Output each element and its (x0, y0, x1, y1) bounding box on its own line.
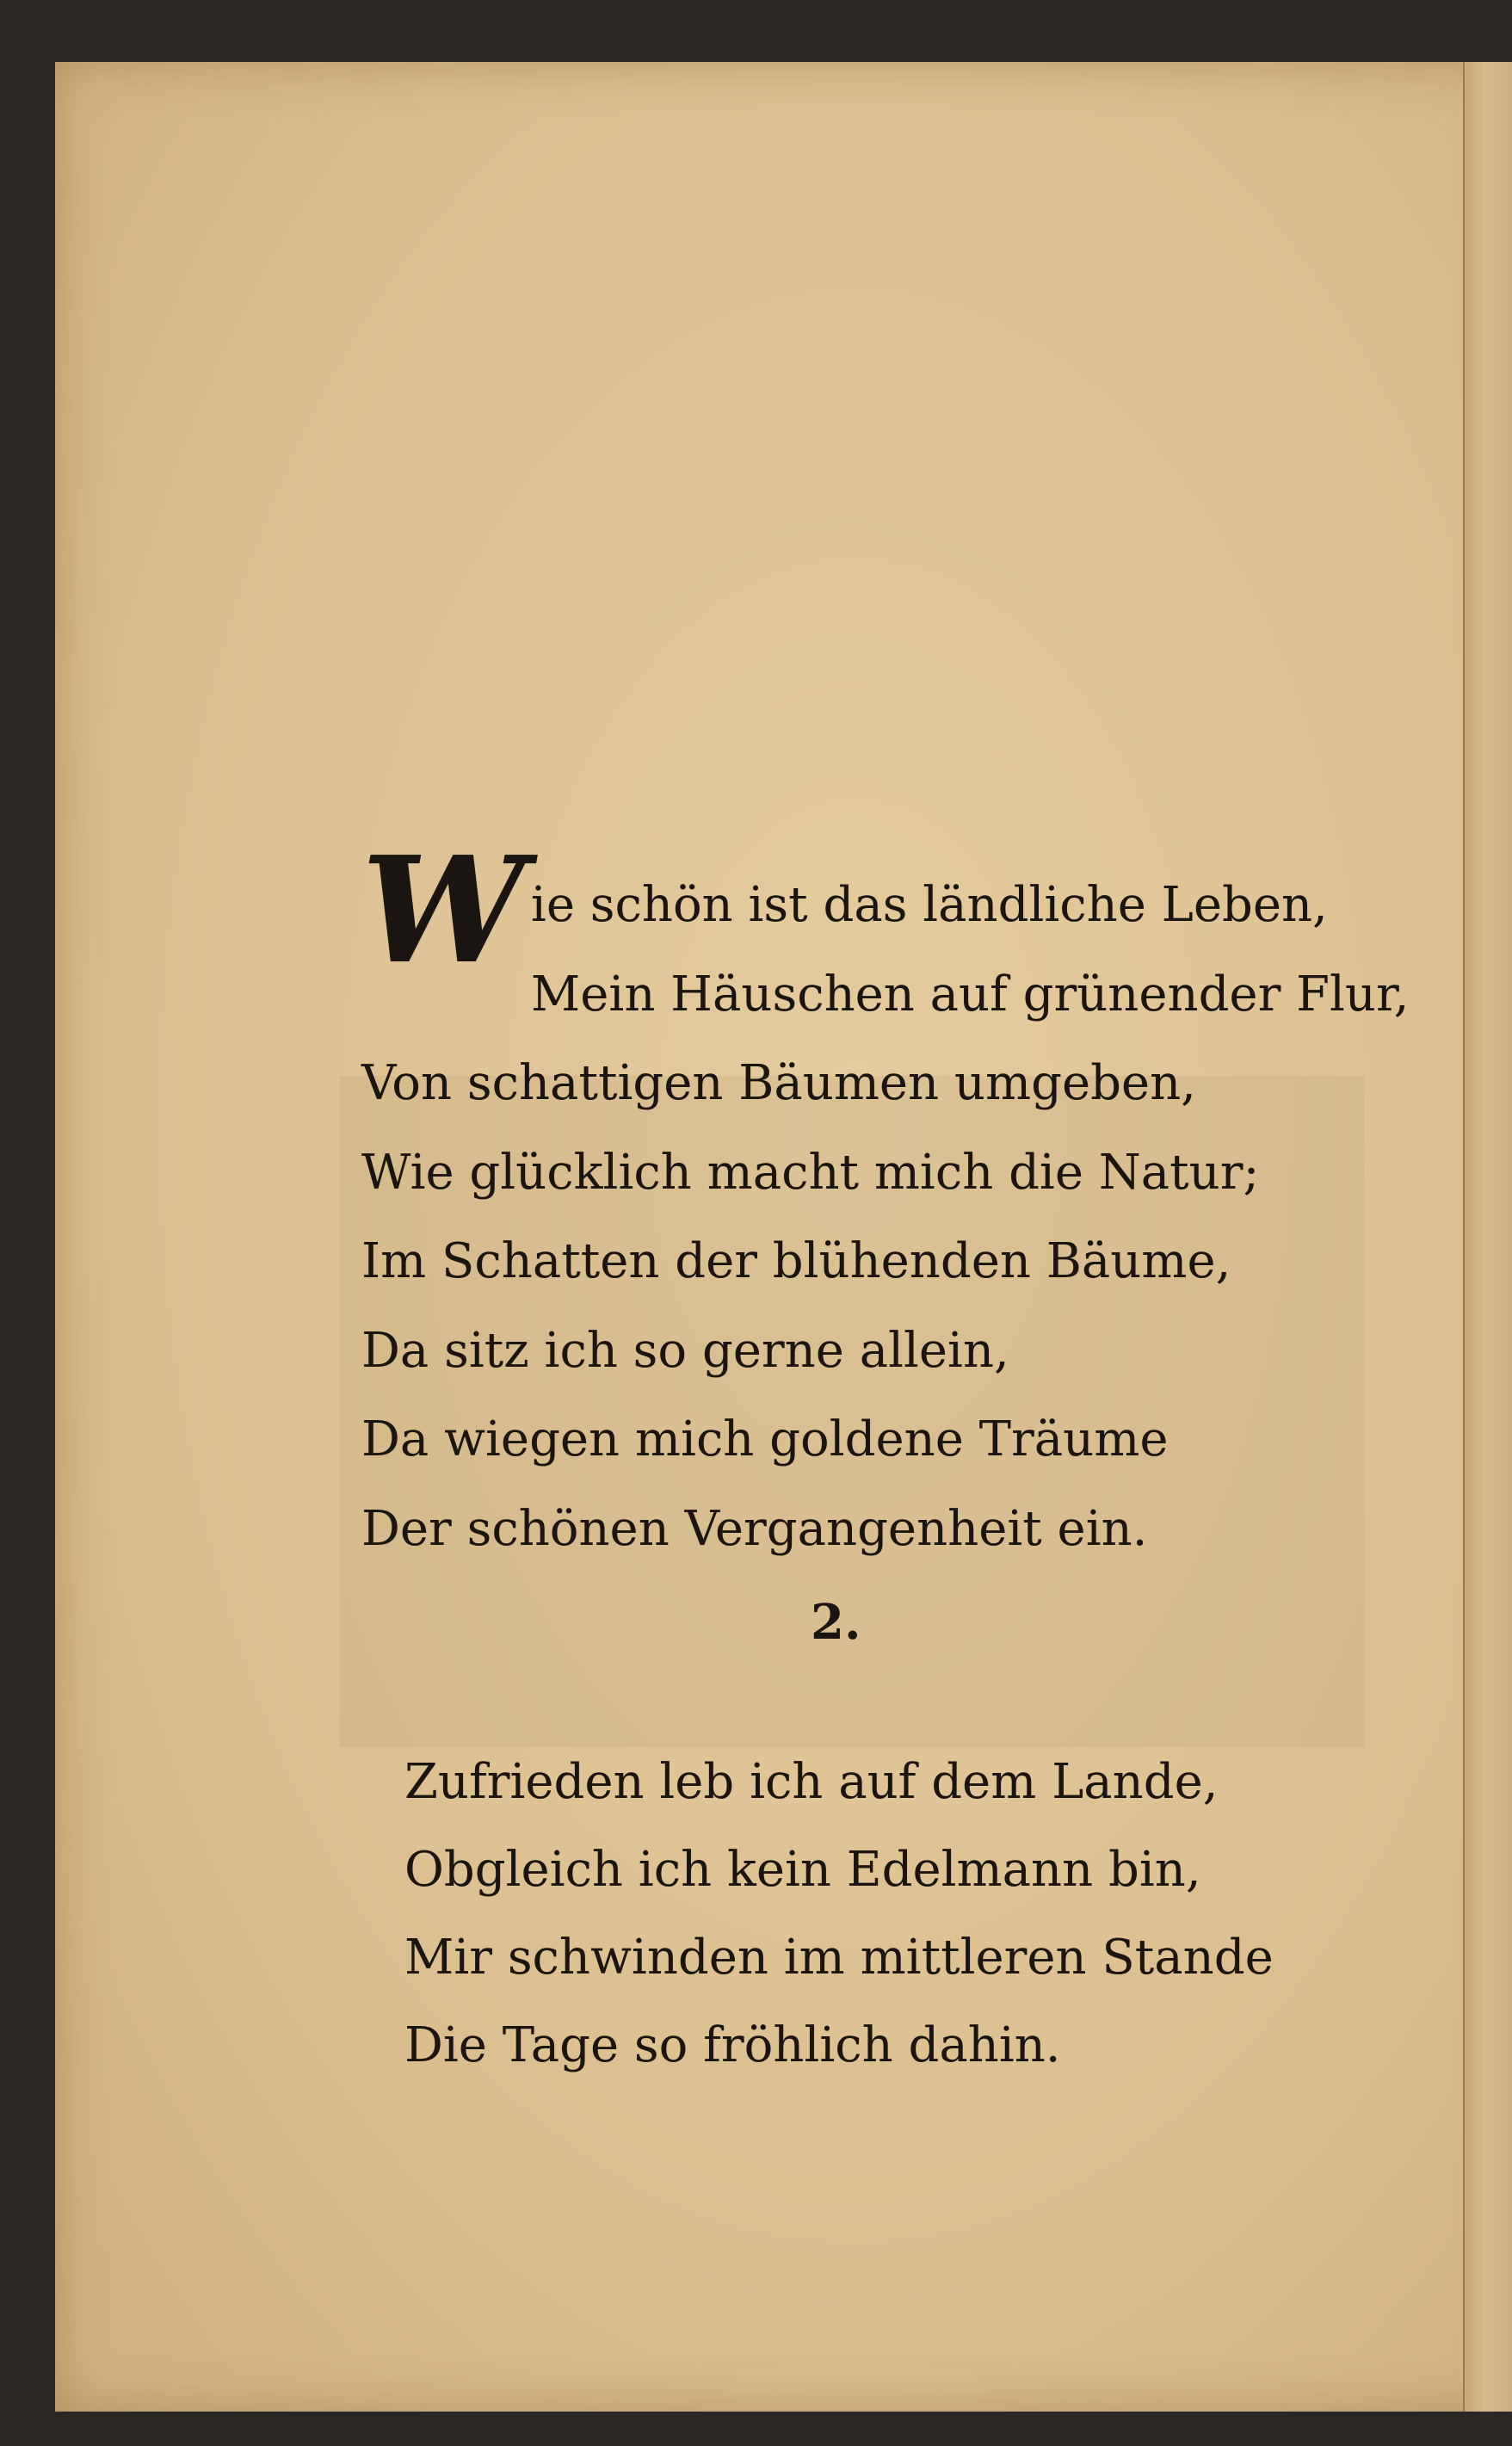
poem-line: Da sitz ich so gerne allein, (361, 1322, 1009, 1379)
poem-line: Wie schön ist das ländliche Leben, (361, 825, 1328, 997)
poem-line: Mein Häuschen auf grünender Flur, (530, 966, 1410, 1022)
poem-line: Im Schatten der blühenden Bäume, (361, 1233, 1231, 1289)
poem-line: Zufrieden leb ich auf dem Lande, (404, 1754, 1219, 1810)
poem-stanza-1 (361, 818, 1410, 1573)
poem-line: Die Tage so fröhlich dahin. (404, 2017, 1061, 2073)
drop-cap: W (361, 825, 526, 997)
poem-stanza-2 (404, 1739, 1394, 2090)
poem-line: Obgleich ich kein Edelmann bin, (404, 1842, 1201, 1898)
stanza-number: 2. (811, 1594, 861, 1651)
poem-line: Mir schwinden im mittleren Stande (404, 1930, 1274, 1986)
poem-line: Da wiegen mich goldene Träume (361, 1411, 1169, 1467)
poem-line: Von schattigen Bäumen umgeben, (361, 1055, 1196, 1111)
poem-line: Der schönen Vergangenheit ein. (361, 1500, 1148, 1557)
poem-line: Wie glücklich macht mich die Natur; (361, 1144, 1260, 1201)
page-edge-fold (1463, 62, 1512, 2412)
